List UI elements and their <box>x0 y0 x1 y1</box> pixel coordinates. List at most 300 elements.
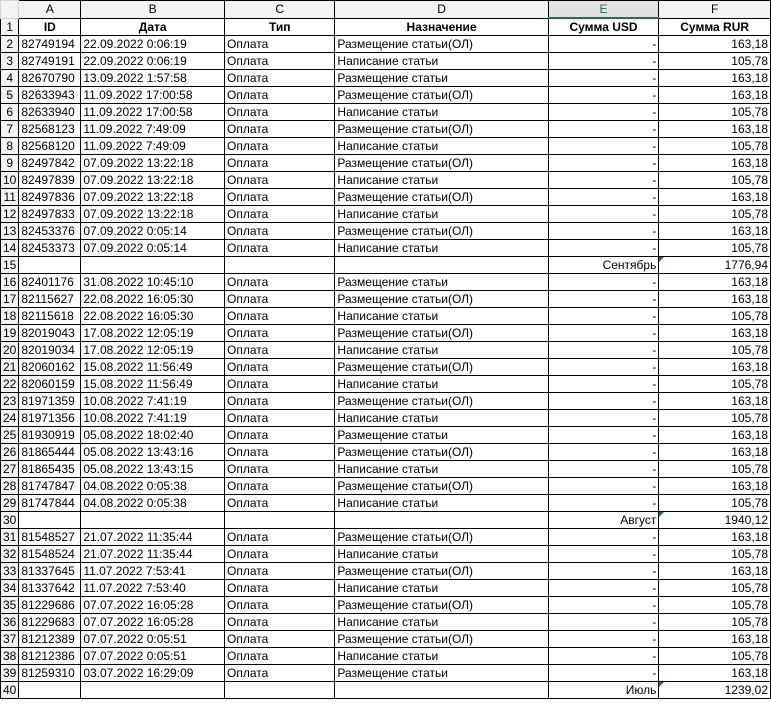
cell-date[interactable]: 05.08.2022 18:02:40 <box>81 427 225 444</box>
cell-id[interactable]: 81229683 <box>19 614 81 631</box>
cell-date[interactable]: 07.09.2022 0:05:14 <box>81 240 225 257</box>
cell-rur[interactable]: 163,18 <box>659 70 771 87</box>
row-number[interactable]: 1 <box>1 18 19 36</box>
cell-type[interactable]: Оплата <box>225 444 335 461</box>
cell-usd[interactable]: - <box>548 546 659 563</box>
row-number[interactable]: 23 <box>1 393 19 410</box>
cell-id[interactable]: 82060159 <box>19 376 81 393</box>
cell-rur[interactable]: 163,18 <box>659 444 771 461</box>
row-number[interactable]: 19 <box>1 325 19 342</box>
cell-id[interactable]: 81212389 <box>19 631 81 648</box>
cell-date[interactable]: 22.09.2022 0:06:19 <box>81 36 225 53</box>
cell-id[interactable]: 82633940 <box>19 104 81 121</box>
cell-type[interactable]: Оплата <box>225 563 335 580</box>
cell-usd[interactable]: - <box>548 631 659 648</box>
cell-date[interactable]: 04.08.2022 0:05:38 <box>81 495 225 512</box>
cell-id[interactable]: 81747844 <box>19 495 81 512</box>
cell-purpose[interactable]: Написание статьи <box>335 376 548 393</box>
cell-rur[interactable]: 163,18 <box>659 87 771 104</box>
cell-usd[interactable]: - <box>548 478 659 495</box>
cell-usd[interactable]: - <box>548 138 659 155</box>
header-purpose[interactable]: Назначение <box>335 18 548 36</box>
table-row <box>1 461 771 478</box>
cell-rur[interactable]: 105,78 <box>659 53 771 70</box>
cell-usd[interactable]: - <box>548 342 659 359</box>
cell-type[interactable]: Оплата <box>225 138 335 155</box>
cell-id[interactable]: 81548524 <box>19 546 81 563</box>
row-number[interactable]: 28 <box>1 478 19 495</box>
cell-id[interactable]: 81229686 <box>19 597 81 614</box>
cell-type[interactable]: Оплата <box>225 529 335 546</box>
cell-purpose[interactable]: Написание статьи <box>335 172 548 189</box>
cell-usd[interactable]: - <box>548 70 659 87</box>
row-number[interactable]: 9 <box>1 155 19 172</box>
select-all-corner[interactable] <box>1 1 19 19</box>
cell-date[interactable]: 07.09.2022 13:22:18 <box>81 155 225 172</box>
cell-id[interactable]: 81259310 <box>19 665 81 682</box>
cell-rur[interactable]: 105,78 <box>659 138 771 155</box>
cell-rur[interactable]: 105,78 <box>659 614 771 631</box>
cell-type[interactable]: Оплата <box>225 308 335 325</box>
cell-rur[interactable]: 105,78 <box>659 342 771 359</box>
cell-id[interactable]: 82670790 <box>19 70 81 87</box>
cell-rur[interactable]: 163,18 <box>659 291 771 308</box>
cell-type[interactable]: Оплата <box>225 614 335 631</box>
cell-rur[interactable]: 163,18 <box>659 393 771 410</box>
cell-type[interactable]: Оплата <box>225 665 335 682</box>
cell-type[interactable]: Оплата <box>225 342 335 359</box>
cell-purpose[interactable]: Написание статьи <box>335 104 548 121</box>
row-number[interactable]: 25 <box>1 427 19 444</box>
cell-usd[interactable]: - <box>548 223 659 240</box>
cell-date[interactable]: 22.08.2022 16:05:30 <box>81 308 225 325</box>
cell-id[interactable]: 82633943 <box>19 87 81 104</box>
cell-rur[interactable]: 105,78 <box>659 580 771 597</box>
cell-usd[interactable]: - <box>548 444 659 461</box>
table-row <box>1 138 771 155</box>
column-header-f[interactable]: F <box>659 1 771 19</box>
cell-type[interactable] <box>225 257 335 274</box>
cell-id[interactable]: 82019034 <box>19 342 81 359</box>
table-row <box>1 189 771 206</box>
cell-type[interactable]: Оплата <box>225 376 335 393</box>
header-id[interactable]: ID <box>19 18 81 36</box>
cell-purpose[interactable]: Написание статьи <box>335 138 548 155</box>
cell-rur[interactable]: 163,18 <box>659 529 771 546</box>
table-row <box>1 597 771 614</box>
cell-rur[interactable]: 105,78 <box>659 206 771 223</box>
cell-purpose[interactable]: Размещение статьи(ОЛ) <box>335 529 548 546</box>
row-number[interactable]: 35 <box>1 597 19 614</box>
cell-date[interactable]: 11.09.2022 17:00:58 <box>81 104 225 121</box>
cell-type[interactable]: Оплата <box>225 325 335 342</box>
table-row <box>1 410 771 427</box>
cell-usd[interactable]: - <box>548 495 659 512</box>
cell-type[interactable] <box>225 512 335 529</box>
cell-type[interactable]: Оплата <box>225 495 335 512</box>
cell-date[interactable]: 22.09.2022 0:06:19 <box>81 53 225 70</box>
cell-purpose[interactable]: Написание статьи <box>335 546 548 563</box>
cell-purpose[interactable]: Написание статьи <box>335 410 548 427</box>
cell-id[interactable]: 81548527 <box>19 529 81 546</box>
cell-rur[interactable]: 163,18 <box>659 223 771 240</box>
month-total[interactable]: 1776,94 <box>659 257 771 274</box>
cell-date[interactable] <box>81 512 225 529</box>
cell-usd[interactable]: - <box>548 648 659 665</box>
row-number[interactable]: 39 <box>1 665 19 682</box>
row-number[interactable]: 14 <box>1 240 19 257</box>
cell-id[interactable]: 82453373 <box>19 240 81 257</box>
cell-rur[interactable]: 105,78 <box>659 104 771 121</box>
cell-id[interactable]: 82497839 <box>19 172 81 189</box>
cell-type[interactable]: Оплата <box>225 393 335 410</box>
cell-type[interactable]: Оплата <box>225 359 335 376</box>
cell-type[interactable]: Оплата <box>225 189 335 206</box>
cell-date[interactable]: 07.09.2022 13:22:18 <box>81 206 225 223</box>
row-number[interactable]: 20 <box>1 342 19 359</box>
cell-type[interactable]: Оплата <box>225 461 335 478</box>
cell-id[interactable]: 81930919 <box>19 427 81 444</box>
cell-usd[interactable]: - <box>548 274 659 291</box>
row-number[interactable]: 10 <box>1 172 19 189</box>
cell-type[interactable]: Оплата <box>225 597 335 614</box>
cell-type[interactable]: Оплата <box>225 427 335 444</box>
row-number[interactable]: 26 <box>1 444 19 461</box>
cell-type[interactable]: Оплата <box>225 53 335 70</box>
cell-usd[interactable]: - <box>548 563 659 580</box>
cell-date[interactable]: 11.07.2022 7:53:40 <box>81 580 225 597</box>
cell-rur[interactable]: 163,18 <box>659 274 771 291</box>
cell-type[interactable]: Оплата <box>225 580 335 597</box>
cell-id[interactable]: 82115618 <box>19 308 81 325</box>
cell-usd[interactable]: - <box>548 665 659 682</box>
cell-id[interactable]: 81865444 <box>19 444 81 461</box>
cell-usd[interactable]: - <box>548 393 659 410</box>
cell-id[interactable]: 82497842 <box>19 155 81 172</box>
cell-id[interactable] <box>19 512 81 529</box>
column-header-b[interactable]: B <box>81 1 225 19</box>
cell-type[interactable]: Оплата <box>225 172 335 189</box>
cell-purpose[interactable]: Написание статьи <box>335 53 548 70</box>
cell-date[interactable]: 07.09.2022 13:22:18 <box>81 172 225 189</box>
cell-date[interactable]: 07.07.2022 16:05:28 <box>81 614 225 631</box>
cell-rur[interactable]: 163,18 <box>659 121 771 138</box>
cell-date[interactable]: 11.09.2022 7:49:09 <box>81 138 225 155</box>
cell-date[interactable]: 07.09.2022 13:22:18 <box>81 189 225 206</box>
cell-usd[interactable]: - <box>548 325 659 342</box>
cell-date[interactable]: 04.08.2022 0:05:38 <box>81 478 225 495</box>
cell-rur[interactable]: 105,78 <box>659 410 771 427</box>
cell-date[interactable]: 05.08.2022 13:43:16 <box>81 444 225 461</box>
cell-purpose[interactable]: Размещение статьи(ОЛ) <box>335 36 548 53</box>
cell-usd[interactable]: - <box>548 461 659 478</box>
cell-date[interactable]: 10.08.2022 7:41:19 <box>81 393 225 410</box>
cell-type[interactable]: Оплата <box>225 240 335 257</box>
cell-type[interactable]: Оплата <box>225 121 335 138</box>
cell-date[interactable]: 31.08.2022 10:45:10 <box>81 274 225 291</box>
row-number[interactable]: 24 <box>1 410 19 427</box>
cell-purpose[interactable]: Размещение статьи(ОЛ) <box>335 631 548 648</box>
cell-purpose[interactable]: Написание статьи <box>335 495 548 512</box>
row-number[interactable]: 32 <box>1 546 19 563</box>
cell-rur[interactable]: 163,18 <box>659 359 771 376</box>
column-header-e[interactable]: E <box>548 1 659 19</box>
row-number[interactable]: 37 <box>1 631 19 648</box>
cell-type[interactable]: Оплата <box>225 70 335 87</box>
cell-date[interactable]: 22.08.2022 16:05:30 <box>81 291 225 308</box>
month-total[interactable]: 1940,12 <box>659 512 771 529</box>
cell-date[interactable]: 07.07.2022 0:05:51 <box>81 648 225 665</box>
cell-rur[interactable]: 105,78 <box>659 495 771 512</box>
cell-purpose[interactable] <box>335 257 548 274</box>
cell-usd[interactable]: - <box>548 427 659 444</box>
cell-purpose[interactable]: Размещение статьи(ОЛ) <box>335 223 548 240</box>
cell-rur[interactable]: 105,78 <box>659 376 771 393</box>
table-row <box>1 580 771 597</box>
cell-id[interactable] <box>19 682 81 699</box>
cell-usd[interactable]: - <box>548 291 659 308</box>
cell-purpose[interactable]: Размещение статьи(ОЛ) <box>335 444 548 461</box>
row-number[interactable]: 15 <box>1 257 19 274</box>
table-row <box>1 444 771 461</box>
cell-purpose[interactable]: Размещение статьи <box>335 70 548 87</box>
row-number[interactable]: 11 <box>1 189 19 206</box>
cell-rur[interactable]: 105,78 <box>659 308 771 325</box>
cell-purpose[interactable]: Размещение статьи(ОЛ) <box>335 189 548 206</box>
row-number[interactable]: 30 <box>1 512 19 529</box>
row-number[interactable]: 40 <box>1 682 19 699</box>
cell-usd[interactable]: - <box>548 206 659 223</box>
cell-id[interactable]: 81337645 <box>19 563 81 580</box>
cell-purpose[interactable] <box>335 512 548 529</box>
cell-date[interactable]: 07.09.2022 0:05:14 <box>81 223 225 240</box>
cell-type[interactable]: Оплата <box>225 291 335 308</box>
cell-purpose[interactable]: Размещение статьи <box>335 665 548 682</box>
cell-id[interactable]: 82019043 <box>19 325 81 342</box>
cell-usd[interactable]: - <box>548 614 659 631</box>
row-number[interactable]: 16 <box>1 274 19 291</box>
cell-date[interactable]: 13.09.2022 1:57:58 <box>81 70 225 87</box>
cell-rur[interactable]: 163,18 <box>659 427 771 444</box>
cell-usd[interactable]: - <box>548 580 659 597</box>
row-number[interactable]: 8 <box>1 138 19 155</box>
cell-type[interactable] <box>225 682 335 699</box>
subtotal-row <box>1 512 771 529</box>
cell-type[interactable]: Оплата <box>225 87 335 104</box>
cell-date[interactable]: 17.08.2022 12:05:19 <box>81 342 225 359</box>
cell-date[interactable]: 11.07.2022 7:53:41 <box>81 563 225 580</box>
cell-purpose[interactable]: Написание статьи <box>335 461 548 478</box>
cell-date[interactable] <box>81 682 225 699</box>
cell-usd[interactable]: - <box>548 53 659 70</box>
row-number[interactable]: 6 <box>1 104 19 121</box>
cell-date[interactable]: 17.08.2022 12:05:19 <box>81 325 225 342</box>
cell-purpose[interactable]: Размещение статьи <box>335 427 548 444</box>
cell-date[interactable]: 10.08.2022 7:41:19 <box>81 410 225 427</box>
cell-date[interactable]: 21.07.2022 11:35:44 <box>81 546 225 563</box>
cell-usd[interactable]: - <box>548 172 659 189</box>
cell-date[interactable]: 15.08.2022 11:56:49 <box>81 376 225 393</box>
cell-id[interactable]: 82497836 <box>19 189 81 206</box>
row-number[interactable]: 21 <box>1 359 19 376</box>
cell-date[interactable] <box>81 257 225 274</box>
cell-usd[interactable]: - <box>548 529 659 546</box>
cell-id[interactable]: 81337642 <box>19 580 81 597</box>
cell-id[interactable]: 81865435 <box>19 461 81 478</box>
cell-rur[interactable]: 105,78 <box>659 461 771 478</box>
cell-date[interactable]: 11.09.2022 17:00:58 <box>81 87 225 104</box>
table-row <box>1 53 771 70</box>
cell-purpose[interactable]: Размещение статьи(ОЛ) <box>335 121 548 138</box>
cell-type[interactable]: Оплата <box>225 36 335 53</box>
cell-purpose[interactable]: Написание статьи <box>335 342 548 359</box>
header-date[interactable]: Дата <box>81 18 225 36</box>
cell-id[interactable]: 82453376 <box>19 223 81 240</box>
cell-rur[interactable]: 163,18 <box>659 478 771 495</box>
cell-id[interactable]: 82401176 <box>19 274 81 291</box>
header-row <box>1 18 771 36</box>
row-number[interactable]: 36 <box>1 614 19 631</box>
cell-purpose[interactable]: Размещение статьи(ОЛ) <box>335 563 548 580</box>
row-number[interactable]: 2 <box>1 36 19 53</box>
cell-purpose[interactable]: Написание статьи <box>335 614 548 631</box>
cell-rur[interactable]: 163,18 <box>659 36 771 53</box>
row-number[interactable]: 3 <box>1 53 19 70</box>
cell-date[interactable]: 07.07.2022 16:05:28 <box>81 597 225 614</box>
month-label[interactable]: Июль <box>548 682 659 699</box>
cell-rur[interactable]: 163,18 <box>659 325 771 342</box>
cell-purpose[interactable] <box>335 682 548 699</box>
cell-usd[interactable]: - <box>548 155 659 172</box>
month-total[interactable]: 1239,02 <box>659 682 771 699</box>
row-number[interactable]: 38 <box>1 648 19 665</box>
row-number[interactable]: 4 <box>1 70 19 87</box>
cell-id[interactable]: 82749191 <box>19 53 81 70</box>
cell-type[interactable]: Оплата <box>225 223 335 240</box>
cell-id[interactable] <box>19 257 81 274</box>
cell-type[interactable]: Оплата <box>225 546 335 563</box>
cell-id[interactable]: 81971359 <box>19 393 81 410</box>
cell-purpose[interactable]: Размещение статьи(ОЛ) <box>335 291 548 308</box>
cell-id[interactable]: 82749194 <box>19 36 81 53</box>
cell-purpose[interactable]: Размещение статьи <box>335 274 548 291</box>
cell-rur[interactable]: 163,18 <box>659 631 771 648</box>
cell-rur[interactable]: 163,18 <box>659 155 771 172</box>
cell-rur[interactable]: 105,78 <box>659 240 771 257</box>
table-row <box>1 274 771 291</box>
column-header-c[interactable]: C <box>225 1 335 19</box>
cell-purpose[interactable]: Размещение статьи(ОЛ) <box>335 478 548 495</box>
cell-type[interactable]: Оплата <box>225 631 335 648</box>
cell-purpose[interactable]: Написание статьи <box>335 308 548 325</box>
cell-purpose[interactable]: Размещение статьи(ОЛ) <box>335 325 548 342</box>
cell-type[interactable]: Оплата <box>225 274 335 291</box>
column-header-d[interactable]: D <box>335 1 548 19</box>
row-number[interactable]: 33 <box>1 563 19 580</box>
cell-purpose[interactable]: Написание статьи <box>335 580 548 597</box>
cell-date[interactable]: 07.07.2022 0:05:51 <box>81 631 225 648</box>
month-label[interactable]: Август <box>548 512 659 529</box>
cell-rur[interactable]: 163,18 <box>659 563 771 580</box>
cell-purpose[interactable]: Размещение статьи(ОЛ) <box>335 393 548 410</box>
cell-rur[interactable]: 105,78 <box>659 172 771 189</box>
cell-usd[interactable]: - <box>548 410 659 427</box>
cell-usd[interactable]: - <box>548 121 659 138</box>
cell-id[interactable]: 82497833 <box>19 206 81 223</box>
cell-id[interactable]: 82568120 <box>19 138 81 155</box>
cell-type[interactable]: Оплата <box>225 104 335 121</box>
row-number[interactable]: 22 <box>1 376 19 393</box>
cell-id[interactable]: 81212386 <box>19 648 81 665</box>
row-number[interactable]: 13 <box>1 223 19 240</box>
cell-rur[interactable]: 105,78 <box>659 597 771 614</box>
cell-usd[interactable]: - <box>548 104 659 121</box>
cell-type[interactable]: Оплата <box>225 478 335 495</box>
cell-usd[interactable]: - <box>548 189 659 206</box>
cell-id[interactable]: 82568123 <box>19 121 81 138</box>
cell-id[interactable]: 82115627 <box>19 291 81 308</box>
cell-rur[interactable]: 163,18 <box>659 189 771 206</box>
row-number[interactable]: 29 <box>1 495 19 512</box>
header-usd[interactable]: Сумма USD <box>548 18 659 36</box>
month-label[interactable]: Сентябрь <box>548 257 659 274</box>
table-row <box>1 546 771 563</box>
row-number[interactable]: 7 <box>1 121 19 138</box>
cell-type[interactable]: Оплата <box>225 410 335 427</box>
cell-usd[interactable]: - <box>548 597 659 614</box>
cell-id[interactable]: 81971356 <box>19 410 81 427</box>
cell-usd[interactable]: - <box>548 376 659 393</box>
row-number[interactable]: 27 <box>1 461 19 478</box>
cell-purpose[interactable]: Написание статьи <box>335 648 548 665</box>
cell-date[interactable]: 05.08.2022 13:43:15 <box>81 461 225 478</box>
cell-id[interactable]: 81747847 <box>19 478 81 495</box>
cell-date[interactable]: 11.09.2022 7:49:09 <box>81 121 225 138</box>
row-number[interactable]: 12 <box>1 206 19 223</box>
cell-usd[interactable]: - <box>548 308 659 325</box>
cell-rur[interactable]: 163,18 <box>659 665 771 682</box>
header-type[interactable]: Тип <box>225 18 335 36</box>
cell-purpose[interactable]: Написание статьи <box>335 240 548 257</box>
cell-rur[interactable]: 105,78 <box>659 546 771 563</box>
cell-purpose[interactable]: Написание статьи <box>335 206 548 223</box>
cell-date[interactable]: 15.08.2022 11:56:49 <box>81 359 225 376</box>
table-row <box>1 240 771 257</box>
cell-usd[interactable]: - <box>548 240 659 257</box>
cell-purpose[interactable]: Размещение статьи(ОЛ) <box>335 359 548 376</box>
cell-usd[interactable]: - <box>548 359 659 376</box>
cell-date[interactable]: 03.07.2022 16:29:09 <box>81 665 225 682</box>
cell-purpose[interactable]: Размещение статьи(ОЛ) <box>335 87 548 104</box>
row-number[interactable]: 18 <box>1 308 19 325</box>
cell-purpose[interactable]: Размещение статьи(ОЛ) <box>335 155 548 172</box>
row-number[interactable]: 17 <box>1 291 19 308</box>
row-number[interactable]: 5 <box>1 87 19 104</box>
cell-id[interactable]: 82060162 <box>19 359 81 376</box>
cell-type[interactable]: Оплата <box>225 206 335 223</box>
cell-usd[interactable]: - <box>548 36 659 53</box>
row-number[interactable]: 31 <box>1 529 19 546</box>
cell-purpose[interactable]: Размещение статьи(ОЛ) <box>335 597 548 614</box>
header-rur[interactable]: Сумма RUR <box>659 18 771 36</box>
row-number[interactable]: 34 <box>1 580 19 597</box>
cell-usd[interactable]: - <box>548 87 659 104</box>
cell-date[interactable]: 21.07.2022 11:35:44 <box>81 529 225 546</box>
cell-rur[interactable]: 105,78 <box>659 648 771 665</box>
column-header-a[interactable]: A <box>19 1 81 19</box>
cell-type[interactable]: Оплата <box>225 155 335 172</box>
cell-type[interactable]: Оплата <box>225 648 335 665</box>
